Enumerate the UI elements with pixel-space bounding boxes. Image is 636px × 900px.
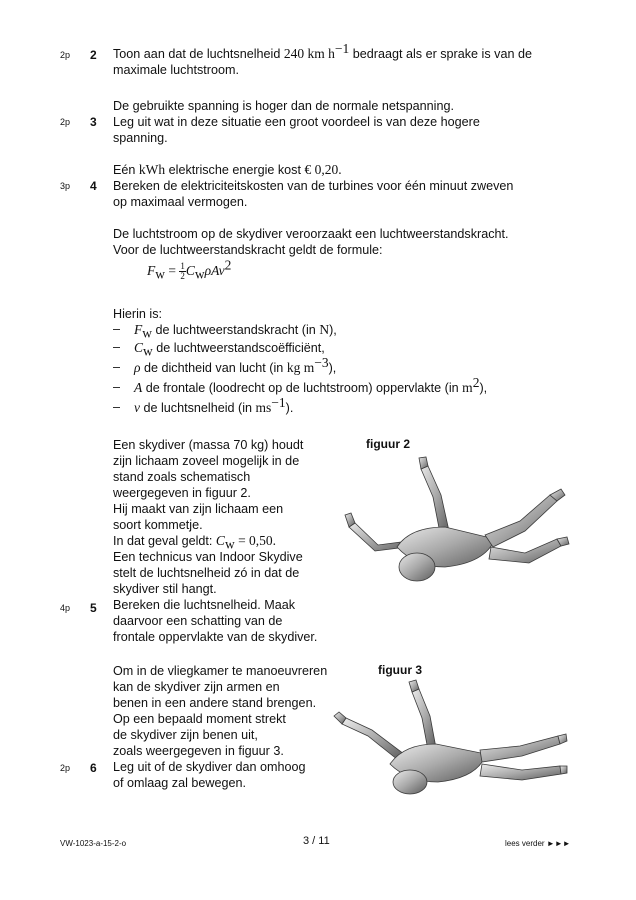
q6-intro: Om in de vliegkamer te manoeuvreren kan de skydiver zijn armen en benen in een andere stand brengen. Op een bepaald moment strekt de skydiver zijn benen uit, zoals weergegeven in figuur 3. xyxy=(113,664,328,758)
drag-variable-text: $F_w$ de luchtweerstandskracht (in N), xyxy=(134,322,337,341)
drag-variable-text: v de luchtsnelheid (in $ms^{-1}$). xyxy=(134,394,294,415)
points-q2: 2p xyxy=(60,50,71,60)
q3-line-2: spanning. xyxy=(113,131,168,145)
drag-intro-line-2: Voor de luchtweerstandskracht geldt de formule: xyxy=(113,243,383,257)
list-dash: – xyxy=(113,400,121,414)
footer-continue: lees verder ►►► xyxy=(505,839,571,848)
question-number-4: 4 xyxy=(90,179,97,193)
q5-question: Bereken die luchtsnelheid. Maak daarvoor een schatting van de frontale oppervlakte van de skydiver. xyxy=(113,598,318,644)
drag-variable-text: $C_w$ de luchtweerstandscoëfficiënt, xyxy=(134,340,325,359)
q6-question: Leg uit of de skydiver dan omhoog of omlaag zal bewegen. xyxy=(113,760,306,790)
figure-2-skydiver-image xyxy=(335,455,575,590)
q4-intro: Eén kWh elektrische energie kost € 0,20. xyxy=(113,162,342,177)
question-number-5: 5 xyxy=(90,601,97,615)
figure-3-label: figuur 3 xyxy=(378,663,422,677)
q5-intro: Een skydiver (massa 70 kg) houdt zijn lichaam zoveel mogelijk in de stand zoals schematisch weergegeven in figuur 2. Hij maakt van zijn lichaam een soort kommetje. In dat geval geldt: $C_w = 0,50$. Een technicus van Indoor Skydive stelt de luchtsnelheid zó in dat de skydiver stil hangt. xyxy=(113,438,304,596)
figure-3-skydiver-image xyxy=(330,678,570,798)
footer-exam-code: VW-1023-a-15-2-o xyxy=(60,839,127,848)
drag-variable-text: ρ de dichtheid van lucht (in kg $m^{-3}$), xyxy=(134,354,337,375)
q2-line-2: maximale luchtstroom. xyxy=(113,63,239,77)
drag-intro-line-1: De luchtstroom op de skydiver veroorzaakt een luchtweerstandskracht. xyxy=(113,227,509,241)
q2-line-1: Toon aan dat de luchtsnelheid 240 km $h^{-1}$ bedraagt als er sprake is van de xyxy=(113,40,532,61)
list-dash: – xyxy=(113,322,121,336)
drag-formula: $F_w$ = $\frac{1}{2}$ $C_w\rho Av^2$ xyxy=(147,257,232,282)
points-q3: 2p xyxy=(60,117,71,127)
q3-intro: De gebruikte spanning is hoger dan de normale netspanning. xyxy=(113,99,454,113)
list-dash: – xyxy=(113,340,121,354)
q3-line-1: Leg uit wat in deze situatie een groot voordeel is van deze hogere xyxy=(113,115,480,129)
footer-page-number: 3 / 11 xyxy=(303,835,330,847)
list-dash: – xyxy=(113,360,121,374)
hierin-label: Hierin is: xyxy=(113,307,162,321)
q4-line-1: Bereken de elektriciteitskosten van de turbines voor één minuut zweven xyxy=(113,179,514,193)
question-number-6: 6 xyxy=(90,761,97,775)
list-dash: – xyxy=(113,380,121,394)
question-number-3: 3 xyxy=(90,115,97,129)
points-q6: 2p xyxy=(60,763,71,773)
drag-variable-text: A de frontale (loodrecht op de luchtstroom) oppervlakte (in $m^2$), xyxy=(134,374,488,395)
question-number-2: 2 xyxy=(90,48,97,62)
q4-line-2: op maximaal vermogen. xyxy=(113,195,248,209)
figure-2-label: figuur 2 xyxy=(366,437,410,451)
points-q5: 4p xyxy=(60,603,71,613)
points-q4: 3p xyxy=(60,181,71,191)
